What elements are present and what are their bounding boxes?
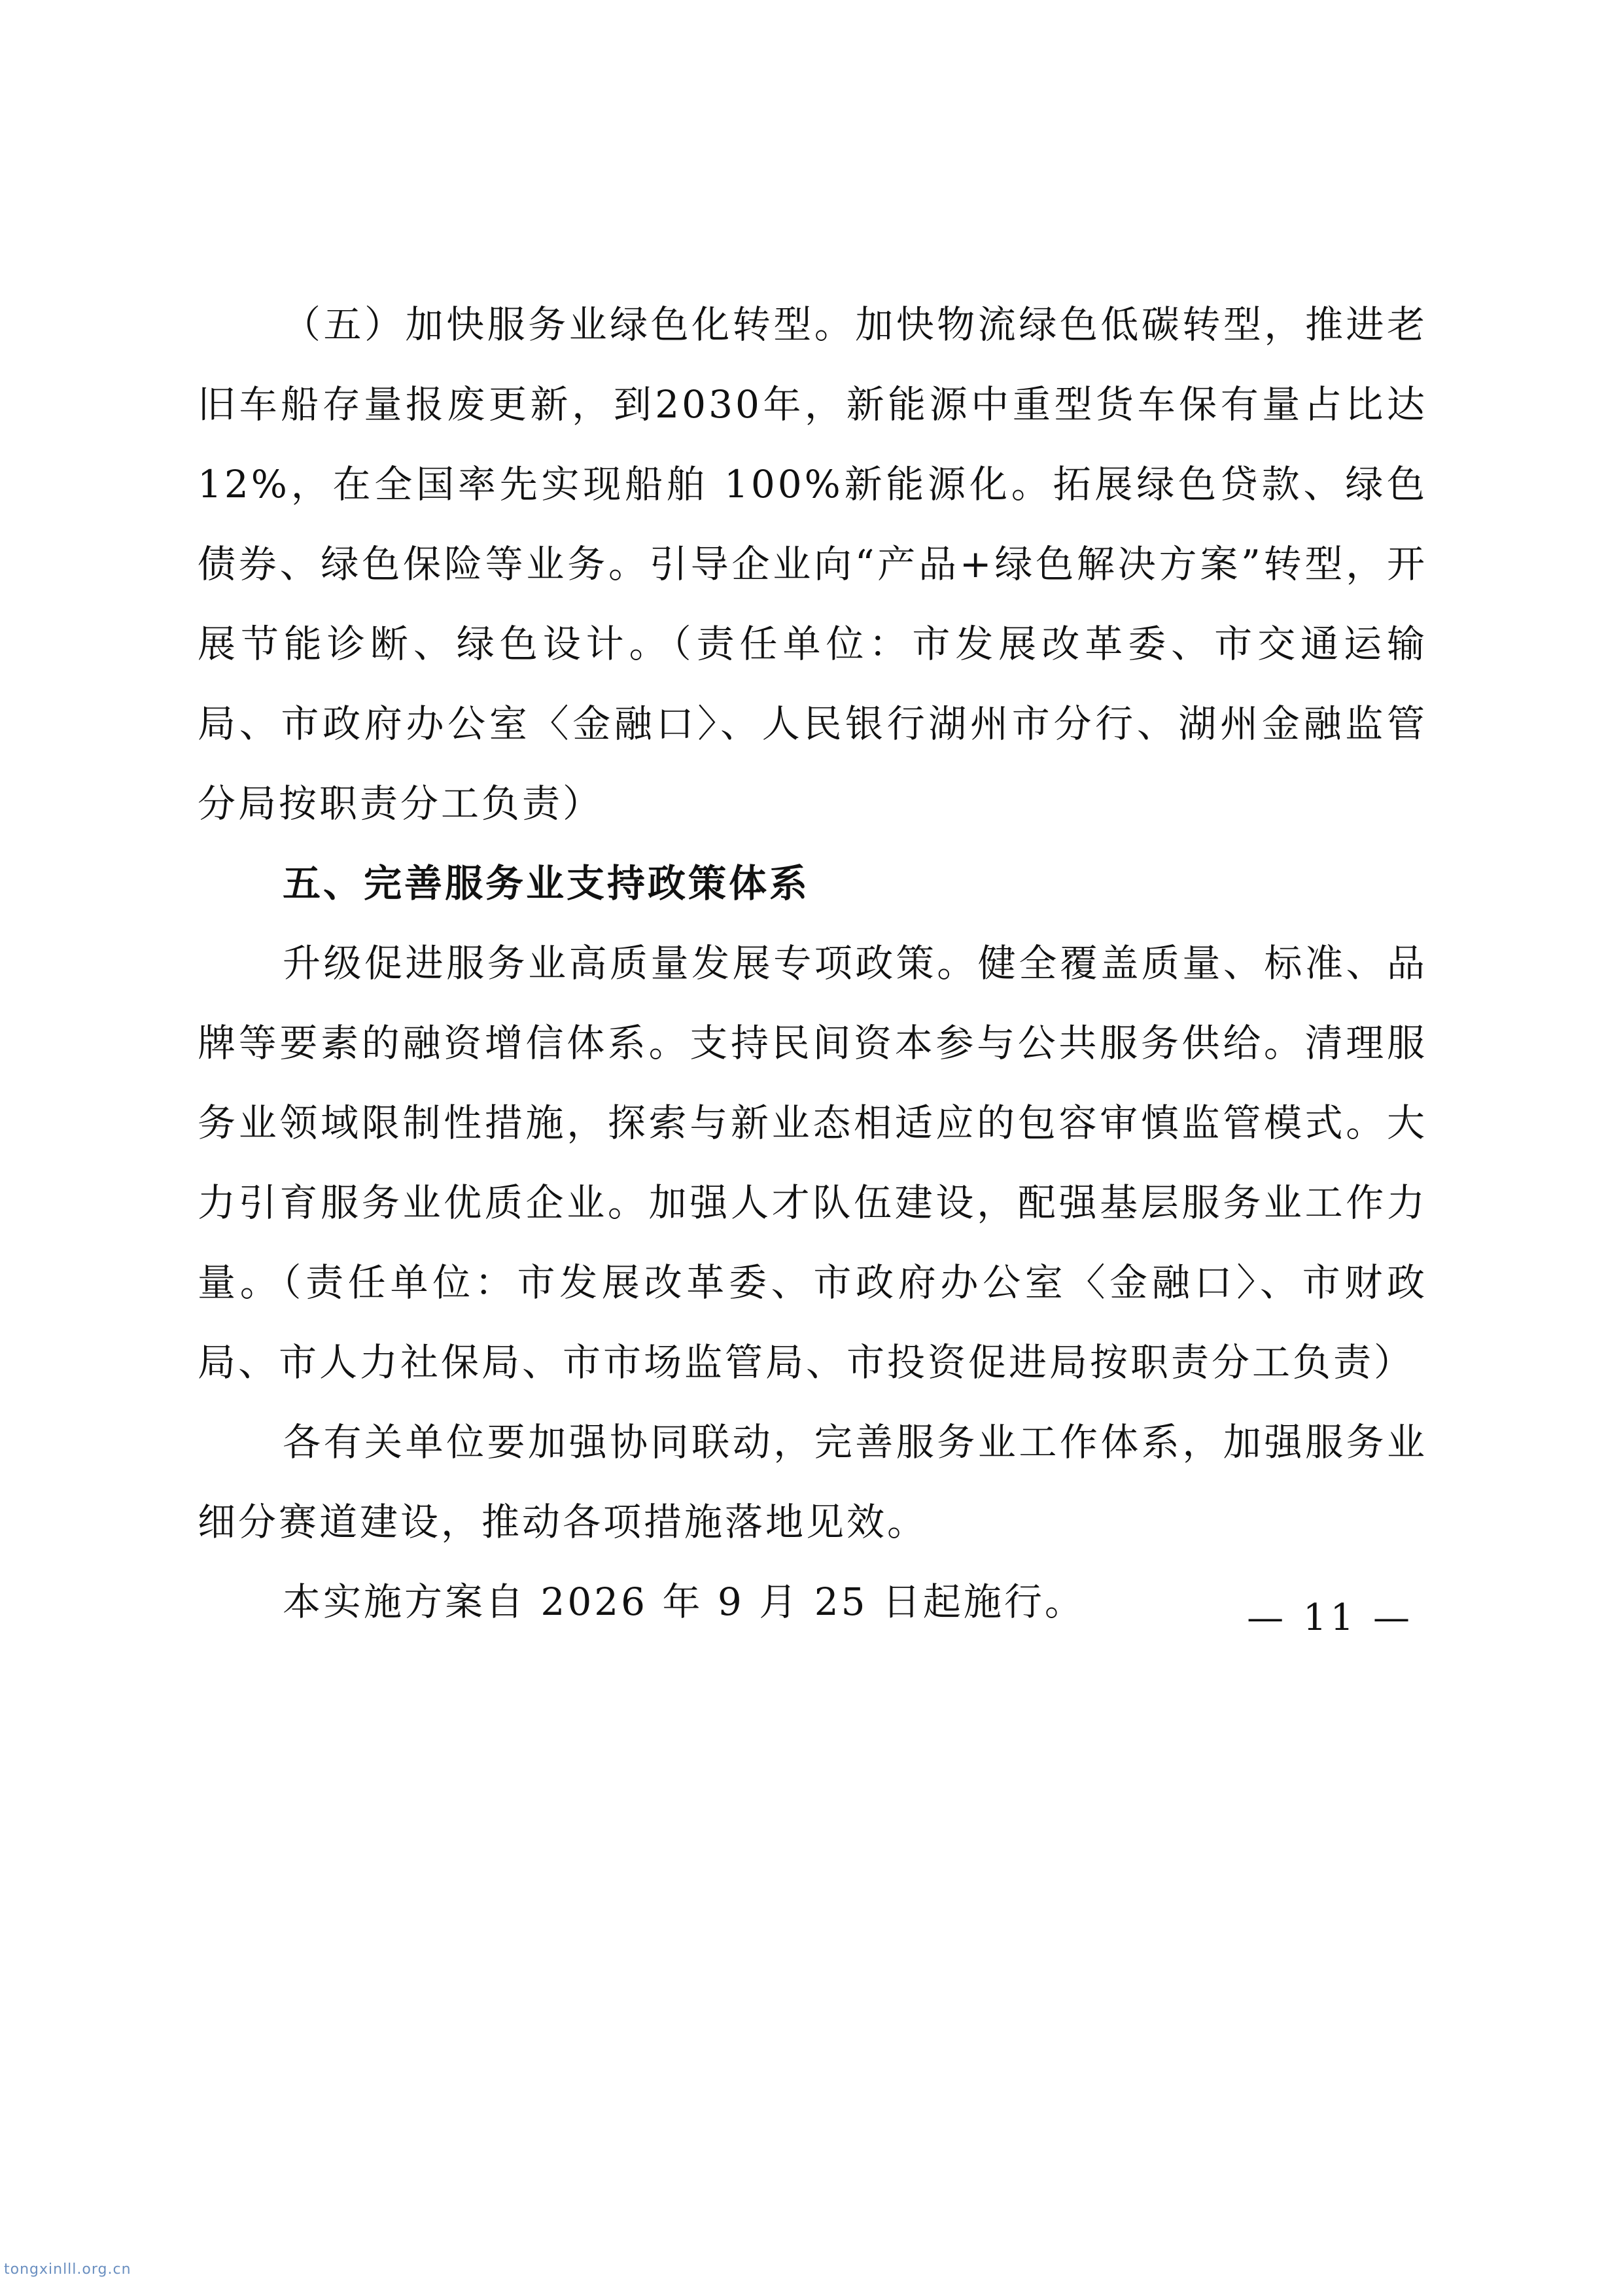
section-heading-policy-system: 五、完善服务业支持政策体系: [283, 861, 811, 906]
watermark-text: tongxinlll.org.cn: [4, 2261, 131, 2278]
document-body: [198, 285, 1427, 1642]
paragraph-effective-date: 本实施方案自 2026 年 9 月 25 日起施行。: [283, 1580, 1085, 1624]
page-number: — 11 —: [1247, 1597, 1414, 1639]
paragraph-coordination: 各有关单位要加强协同联动，完善服务业工作体系，加强服务业细分赛道建设，推动各项措施落地见效。: [198, 1420, 1427, 1544]
paragraph-services-green-transition: （五）加快服务业绿色化转型。加快物流绿色低碳转型，推进老旧车船存量报废更新，到2030年，新能源中重型货车保有量占比达 12%，在全国率先实现船舶 100%新能源化。拓展绿色贷款、绿色债券、绿色保险等业务。引导企业向“产品+绿色解决方案”转型，开展节能诊断、绿色设计。（责任单位：市发展改革委、市交通运输局、市政府办公室〈金融口〉、人民银行湖州市分行、湖州金融监管分局按职责分工负责）: [198, 302, 1427, 826]
paragraph-policy-upgrade: 升级促进服务业高质量发展专项政策。健全覆盖质量、标准、品牌等要素的融资增信体系。支持民间资本参与公共服务供给。清理服务业领域限制性措施，探索与新业态相适应的包容审慎监管模式。大力引育服务业优质企业。加强人才队伍建设，配强基层服务业工作力量。（责任单位：市发展改革委、市政府办公室〈金融口〉、市财政局、市人力社保局、市市场监管局、市投资促进局按职责分工负责）: [198, 941, 1427, 1385]
